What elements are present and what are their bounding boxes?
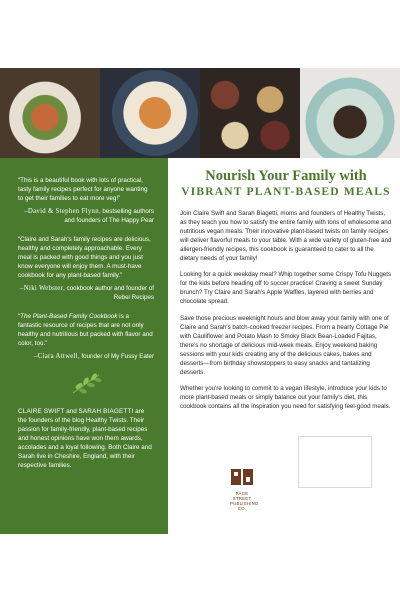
- publisher-monogram-icon: [230, 468, 254, 486]
- food-photo-strip: [0, 68, 400, 158]
- quote-1-role: , bestselling authors and founders of The Happy Pear: [64, 208, 154, 224]
- food-photo-2: [100, 68, 200, 158]
- description-paragraph-1: Join Claire Swift and Sarah Biagetti, moms and founders of Healthy Twists, as they teach you how to satisfy the entire family with tons of wholesome and nutritious vegan meals. Their innovative plant-based twists on family recipes will deliver flavorful meals to your table. With a wide variety of gluten-free and allergen-friendly recipes, this cookbook is guaranteed to cater to all the dietary needs of your family!: [180, 210, 392, 262]
- author-2-name: SARAH BIAGETTI: [78, 408, 134, 415]
- publisher-name-line-2: PUBLISHING CO.: [230, 501, 259, 511]
- quote-3-open: “: [18, 313, 21, 320]
- heading-line-1: Nourish Your Family with: [205, 168, 367, 184]
- authors-bio: [18, 407, 154, 470]
- quote-2-author: –Niki Webster: [20, 285, 64, 292]
- publisher-logo: [230, 468, 259, 511]
- herb-sprig-icon: [18, 371, 154, 397]
- quote-2-attribution: [18, 284, 154, 302]
- quote-3-book-title: The Plant-Based Family Cookbook: [20, 313, 118, 320]
- quote-3-text: [18, 312, 154, 348]
- description-paragraph-3: Save those precious weeknight hours and blow away your family with one of Claire and Sarah's batch-cooked freezer recipes. From a hearty Cottage Pie with Cauliflower and Potato Mash to Smoky Black Bean-Loaded Fajitas, there's no shortage of delicious mid-week meals. Enjoy weekend baking sessions with your kids creating any of the delicious cakes, bakes and desserts—from birthday showstoppers to easy snacks and tantalizing desserts.: [180, 315, 389, 376]
- food-photo-1: [0, 68, 100, 158]
- author-1-name: CLAIRE SWIFT: [18, 408, 65, 415]
- food-photo-4: [300, 68, 400, 158]
- bio-and: and: [64, 408, 79, 415]
- quote-3-role: , founder of My Fussy Eater: [78, 353, 154, 360]
- quote-3-attribution: [18, 352, 154, 361]
- description-paragraph-4: Whether you're looking to commit to a vegan lifestyle, introduce your kids to more plant-based meals or simply balance out your family's diet, this cookbook contains all the inspiration you need for satisfying feel-good meals.: [180, 385, 391, 411]
- description-column: [180, 168, 392, 420]
- barcode-area: [298, 436, 372, 488]
- quote-1-author: –David & Stephen Flynn: [24, 208, 99, 215]
- quote-2-text: “Claire and Sarah's family recipes are delicious, healthy and completely approachable. Every meal is packed with good things and you just know everyone will enjoy them. A must-have cookbook for any plant-based family.”: [18, 236, 151, 279]
- quote-1-text: “This is a beautiful book with lots of practical, tasty family recipes perfect for anyone wanting to get their families to eat more veg!”: [18, 177, 148, 202]
- heading-line-2: VIBRANT PLANT-BASED MEALS: [181, 186, 391, 198]
- endorsements-sidebar: [0, 158, 168, 534]
- quote-1-attribution: [18, 207, 154, 225]
- food-photo-3: [200, 68, 300, 158]
- bio-text: are the founders of the blog Healthy Twists. Their passion for family-friendly, plant-based recipes and honest opinions have won them awards, accolades and a loyal following. Both Claire and Sarah live in Cheshire, England, with their respective families.: [18, 408, 152, 469]
- quote-2-role: , cookbook author and founder of Rebel Recipes: [63, 285, 154, 301]
- quote-3-rest: is a fantastic resource of recipes that are not only healthy and nutritious but packed with flavor and color, too.”: [18, 313, 153, 347]
- publisher-name-line-1: PAGE STREET: [232, 491, 252, 501]
- quote-3-author: –Ciara Attwell: [33, 353, 78, 360]
- description-paragraph-2: Looking for a quick weekday meal? Whip together some Crispy Tofu Nuggets for the kids before heading off to soccer practice! Craving a sweet Sunday brunch? Try Claire and Sarah's Apple Waffles, layered with berries and chocolate spread.: [180, 271, 392, 306]
